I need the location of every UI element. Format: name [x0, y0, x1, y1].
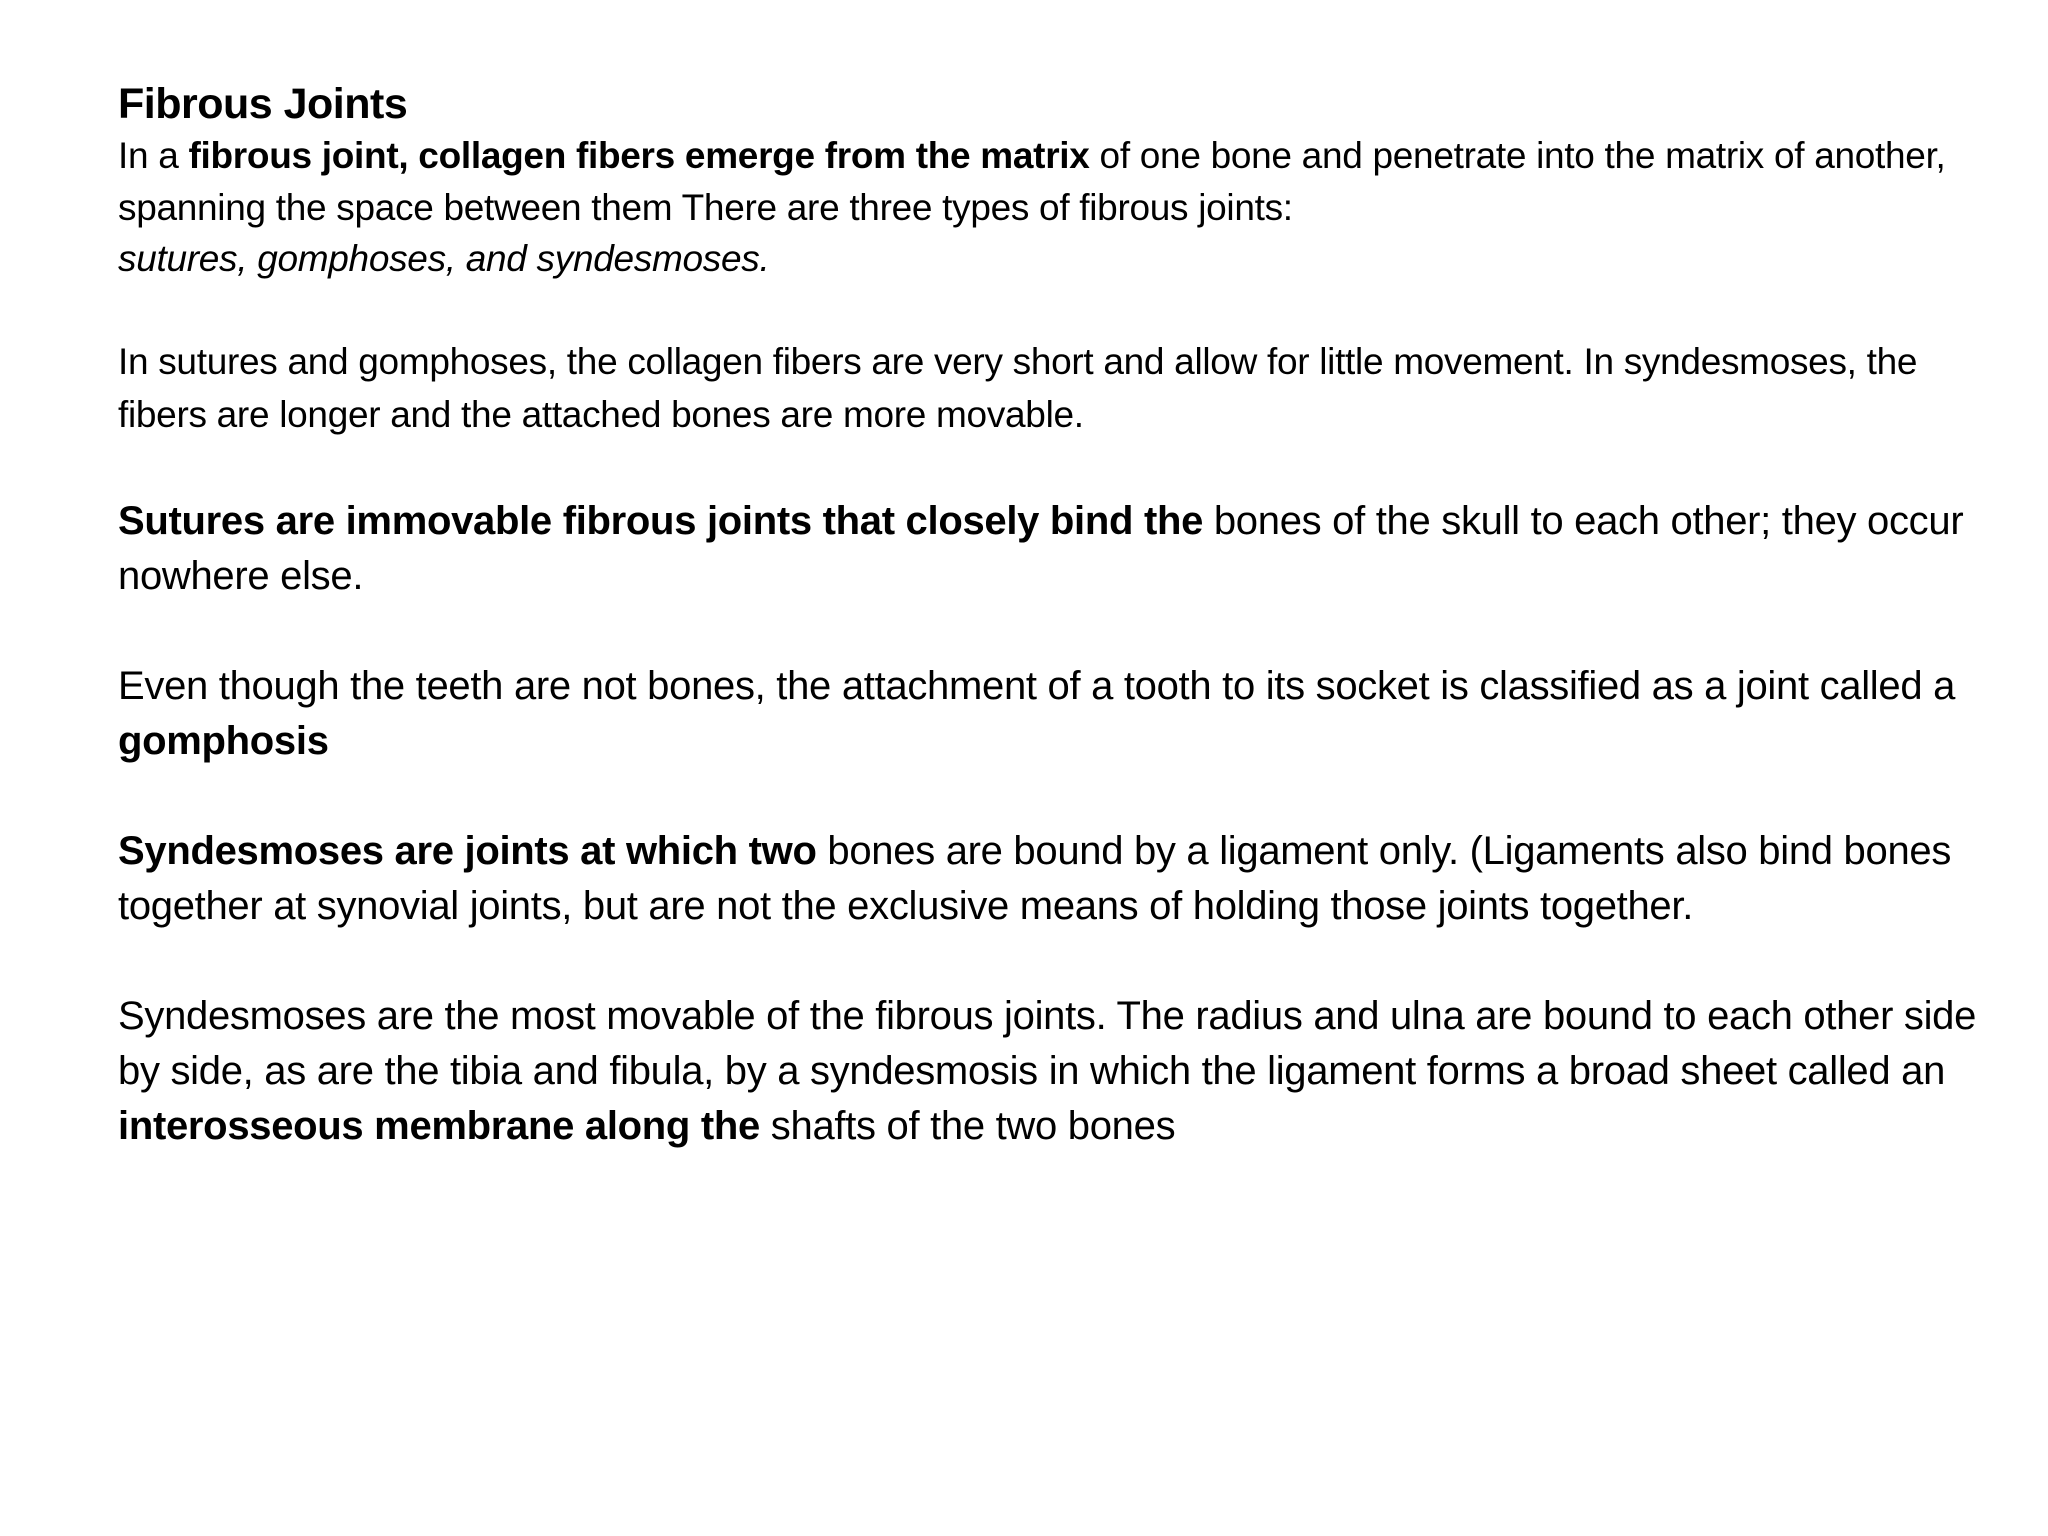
paragraph-gomphosis: [118, 659, 1978, 769]
page-title: Fibrous Joints: [118, 80, 408, 128]
intro-text-start: In a: [118, 135, 189, 176]
gomphosis-text: Even though the teeth are not bones, the attachment of a tooth to its socket is classified as a joint called a: [118, 663, 1956, 708]
movable-text-end: shafts of the two bones: [759, 1103, 1176, 1148]
interosseous-bold: interosseous membrane along the: [118, 1103, 760, 1148]
paragraph-intro: [118, 130, 1978, 285]
paragraph-sutures-gomphoses: [118, 335, 1978, 442]
slide-content: [118, 78, 1978, 1154]
sutures-gomphoses-text: In sutures and gomphoses, the collagen fibers are very short and allow for little movement. In syndesmoses, the fibers are longer and the attached bones are more movable.: [118, 340, 1918, 435]
sutures-text: bones of the skull to each other; they occur nowhere else.: [118, 498, 1964, 598]
intro-types-list: sutures, gomphoses, and syndesmoses.: [118, 238, 770, 279]
gomphosis-bold: gomphosis: [118, 718, 329, 763]
sutures-bold: Sutures are immovable fibrous joints that closely bind the: [118, 498, 1204, 543]
movable-text-start: Syndesmoses are the most movable of the fibrous joints. The radius and ulna are bound to each other side by side, as are the tibia and fibula, by a syndesmosis in which the ligament forms a broad sheet called an: [118, 993, 1977, 1093]
syndesmoses-text: bones are bound by a ligament only. (Ligaments also bind bones together at synovial joints, but are not the exclusive means of holding those joints together.: [118, 828, 1952, 928]
paragraph-syndesmoses: [118, 824, 1978, 934]
paragraph-sutures: [118, 494, 1978, 604]
intro-text-rest: of one bone and penetrate into the matrix of another, spanning the space between them There are three types of fibrous joints:: [118, 135, 1946, 228]
syndesmoses-bold: Syndesmoses are joints at which two: [118, 828, 817, 873]
paragraph-syndesmoses-movable: [118, 989, 1978, 1154]
intro-bold-term: fibrous joint, collagen fibers emerge from the matrix: [188, 135, 1090, 176]
